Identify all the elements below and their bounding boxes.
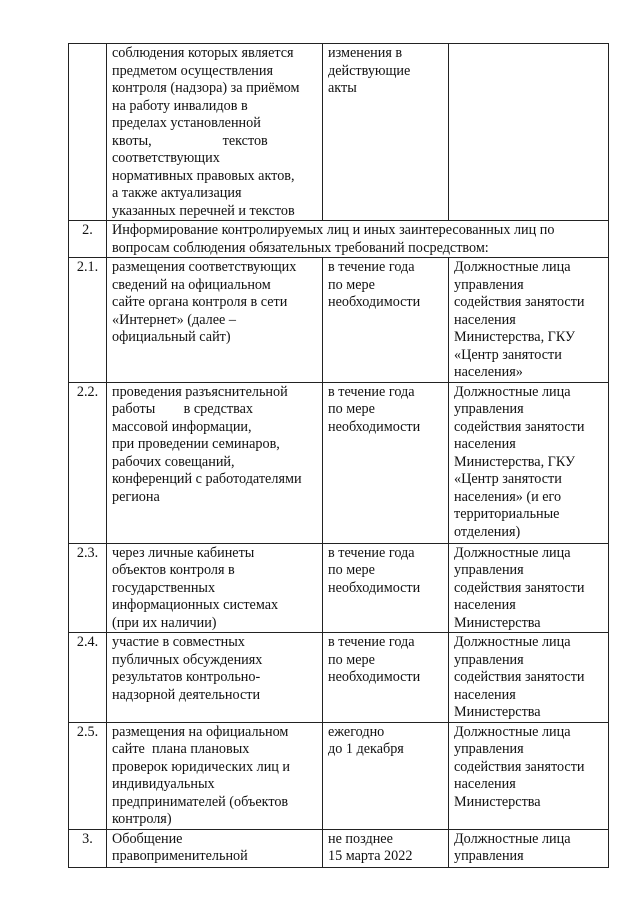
responsible-cell: Должностные лица управления содействия занятости населения Министерства, ГКУ «Центр занятости населения»: [449, 258, 609, 383]
table-row: [69, 258, 609, 383]
row-number: 2.5.: [69, 722, 107, 829]
responsible-cell: Должностные лица управления содействия занятости населения Министерства: [449, 722, 609, 829]
row-number: 2.2.: [69, 382, 107, 543]
responsible-cell: [449, 44, 609, 221]
activity-cell: проведения разъяснительной работы в средствах массовой информации, при проведении семинаров, рабочих совещаний, конференций с работодателями региона: [107, 382, 323, 543]
table-row: [69, 44, 609, 221]
activity-cell: через личные кабинеты объектов контроля в государственных информационных системах (при их наличии): [107, 543, 323, 633]
term-cell: изменения в действующие акты: [323, 44, 449, 221]
table-row: [69, 382, 609, 543]
row-number: 2.4.: [69, 633, 107, 723]
term-cell: ежегодно до 1 декабря: [323, 722, 449, 829]
responsible-cell: Должностные лица управления: [449, 829, 609, 867]
term-cell: в течение года по мере необходимости: [323, 543, 449, 633]
table-row: [69, 829, 609, 867]
term-cell: в течение года по мере необходимости: [323, 633, 449, 723]
row-number: 2.3.: [69, 543, 107, 633]
responsible-cell: Должностные лица управления содействия занятости населения Министерства: [449, 633, 609, 723]
term-cell: в течение года по мере необходимости: [323, 258, 449, 383]
row-number: [69, 44, 107, 221]
section-row: [69, 221, 609, 258]
table-row: [69, 722, 609, 829]
term-cell: в течение года по мере необходимости: [323, 382, 449, 543]
section-heading: Информирование контролируемых лиц и иных заинтересованных лиц по вопросам соблюдения обязательных требований посредством:: [107, 221, 609, 258]
row-number: 2.1.: [69, 258, 107, 383]
activity-cell: участие в совместных публичных обсуждениях результатов контрольно- надзорной деятельности: [107, 633, 323, 723]
term-cell: не позднее 15 марта 2022: [323, 829, 449, 867]
table-row: [69, 633, 609, 723]
responsible-cell: Должностные лица управления содействия занятости населения Министерства, ГКУ «Центр занятости населения» (и его территориальные отделения): [449, 382, 609, 543]
responsible-cell: Должностные лица управления содействия занятости населения Министерства: [449, 543, 609, 633]
activity-cell: Обобщение правоприменительной: [107, 829, 323, 867]
activity-cell: соблюдения которых является предметом осуществления контроля (надзора) за приёмом на работу инвалидов в пределах установленной квоты, текстов соответствующих нормативных правовых актов, а также актуализация указанных перечней и текстов: [107, 44, 323, 221]
row-number: 3.: [69, 829, 107, 867]
activity-cell: размещения соответствующих сведений на официальном сайте органа контроля в сети «Интернет» (далее – официальный сайт): [107, 258, 323, 383]
table-row: [69, 543, 609, 633]
activity-cell: размещения на официальном сайте плана плановых проверок юридических лиц и индивидуальных предпринимателей (объектов контроля): [107, 722, 323, 829]
plan-table: [68, 43, 609, 868]
row-number: 2.: [69, 221, 107, 258]
